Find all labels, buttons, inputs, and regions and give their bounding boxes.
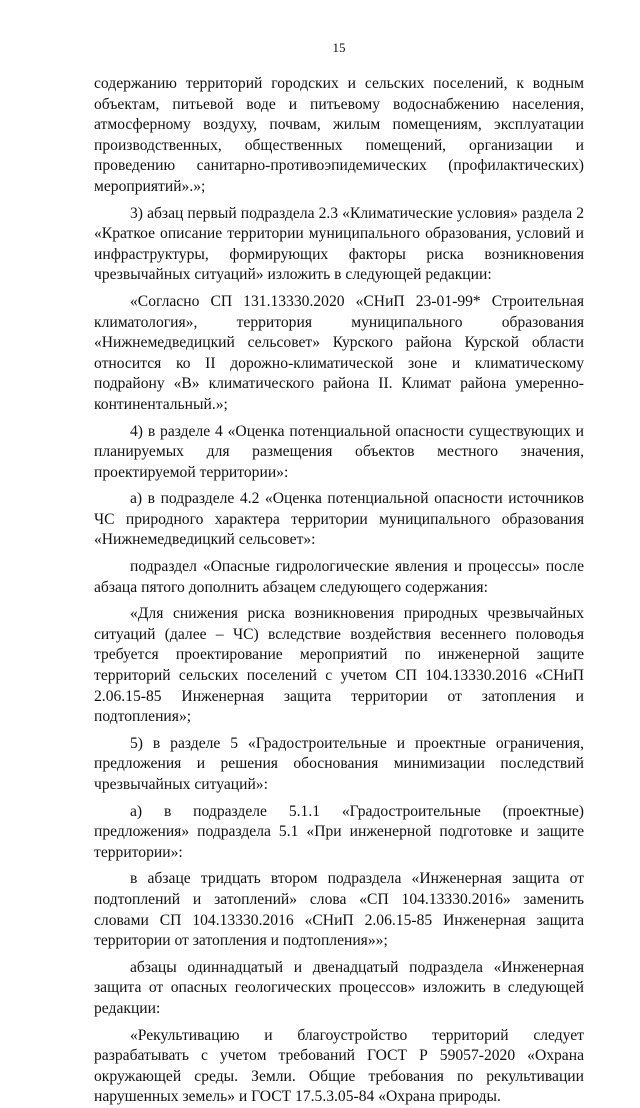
paragraph-replacement: в абзаце тридцать втором подраздела «Инженерная защита от подтоплений и затоплений» слова «СП 104.13330.2016» заменить словами СП 104.13330.2016 «СНиП 2.06.15-85 Инженерная защита территории от затопления и подтопления»»; [94, 870, 584, 950]
paragraph-geology: абзацы одиннадцатый и двенадцатый подраздела «Инженерная защита от опасных геологических процессов» изложить в следующей редакции: [94, 958, 584, 1017]
paragraph-item-4: 4) в разделе 4 «Оценка потенциальной опасности существующих и планируемых для размещения объектов местного значения, проектируемой территории»: [94, 422, 584, 481]
paragraph-quote-recultivation: «Рекультивацию и благоустройство территорий следует разрабатывать с учетом требований ГОСТ Р 59057-2020 «Охрана окружающей среды. Земли. Общие требования по рекультивации нарушенных земель» и ГОСТ 17.5.3.05-84 «Охрана природы. [94, 1026, 584, 1106]
page-number: 15 [332, 40, 346, 55]
paragraph-quote-climate: «Согласно СП 131.13330.2020 «СНиП 23-01-99* Строительная климатология», территория муниципального образования «Нижнемедведицкий сельсовет» Курского района Курской области относится ко II дорожно-климатической зоне и климатическому подрайону «В» климатического района II. Климат района умеренно-континентальный.»; [94, 292, 584, 413]
paragraph-item-4a: а) в подразделе 4.2 «Оценка потенциальной опасности источников ЧС природного характера территории муниципального образования «Нижнемедведицкий сельсовет»: [94, 490, 584, 549]
paragraph-continuation: содержанию территорий городских и сельских поселений, к водным объектам, питьевой воде и питьевому водоснабжению населения, атмосферному воздуху, почвам, жилым помещениям, эксплуатации производственных, общественных помещений, организации и проведению санитарно-противоэпидемических (профилактических) мероприятий».»; [94, 75, 584, 195]
paragraph-hydrology: подраздел «Опасные гидрологические явления и процессы» после абзаца пятого дополнить абзацем следующего содержания: [94, 558, 584, 596]
paragraph-item-5: 5) в разделе 5 «Градостроительные и проектные ограничения, предложения и решения обоснования минимизации последствий чрезвычайных ситуаций»: [94, 734, 584, 793]
paragraph-quote-flood: «Для снижения риска возникновения природных чрезвычайных ситуаций (далее – ЧС) вследствие воздействия весеннего половодья требуется проектирование мероприятий по инженерной защите территорий сельских поселений с учетом СП 104.13330.2016 «СНиП 2.06.15-85 Инженерная защита территории от затопления и подтопления»; [94, 605, 584, 726]
document-body [94, 74, 584, 1108]
paragraph-item-5a: а) в подразделе 5.1.1 «Градостроительные (проектные) предложения» подраздела 5.1 «При инженерной подготовке и защите территории»: [94, 802, 584, 861]
paragraph-item-3: 3) абзац первый подраздела 2.3 «Климатические условия» раздела 2 «Краткое описание территории муниципального образования, условий и инфраструктуры, формирующих факторы риска возникновения чрезвычайных ситуаций» изложить в следующей редакции: [94, 204, 584, 284]
